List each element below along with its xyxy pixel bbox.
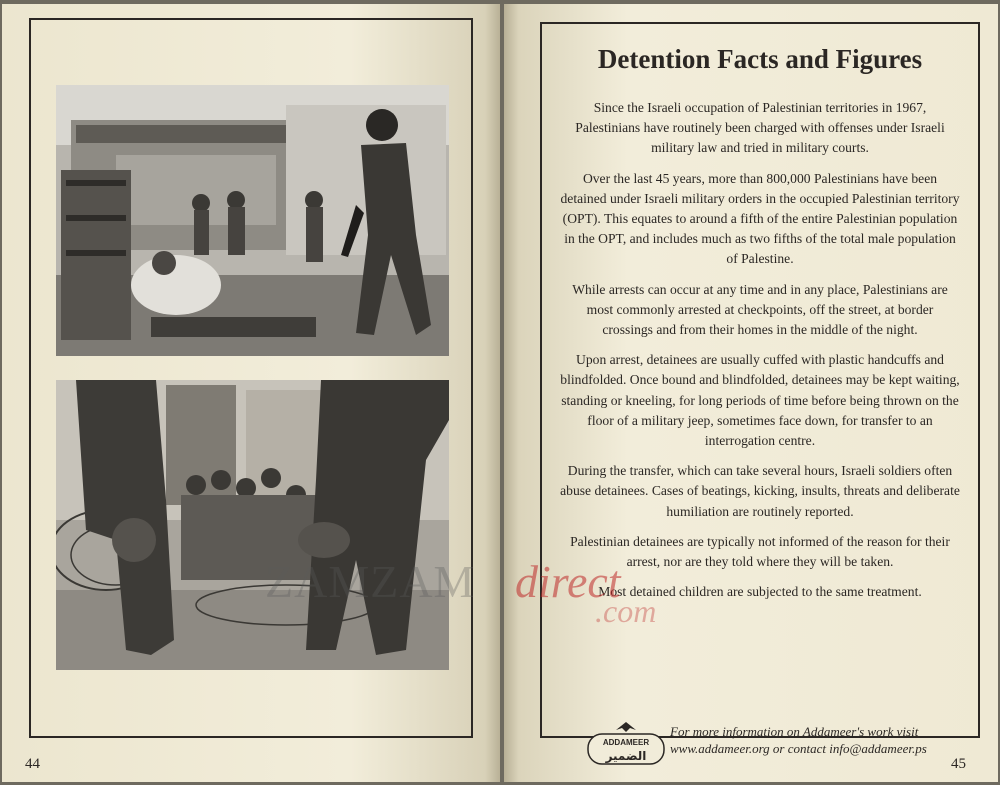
soldiers-street-photo	[56, 85, 449, 356]
paragraph: While arrests can occur at any time and in any place, Palestinians are most commonly arrested at checkpoints, off the street, at border crossings and from their homes in the middle of the night.	[572, 281, 948, 338]
logo-name: ADDAMEER	[602, 738, 650, 747]
logo-arabic: الضمير	[605, 749, 647, 763]
paragraph: Since the Israeli occupation of Palestinian territories in 1967, Palestinians have routinely been charged with offenses under Israeli military law and tried in military courts.	[575, 100, 945, 156]
footer-line-2: www.addameer.org or contact info@addameer.ps	[670, 741, 927, 756]
page-number-right: 45	[951, 756, 966, 772]
watermark-part-3: .com	[595, 593, 657, 629]
addameer-bird-logo	[586, 718, 666, 768]
paragraph: Most detained children are subjected to the same treatment.	[598, 584, 922, 600]
watermark-part-1: ZAMZAM	[265, 556, 476, 607]
detainees-barbed-wire-photo	[56, 380, 449, 670]
page-number-left: 44	[25, 756, 40, 772]
right-page	[504, 4, 998, 782]
footer-line-1: For more information on Addameer's work visit	[670, 724, 919, 739]
left-page	[2, 4, 500, 782]
page-title: Detention Facts and Figures	[597, 44, 923, 74]
paragraph: Upon arrest, detainees are usually cuffed with plastic handcuffs and blindfolded. Once bound and blindfolded, detainees may be kept waiting, standing or kneeling, for long periods of time before being thrown on the floor of a military jeep, sometimes face down, for transfer to an interrogation centre.	[560, 352, 960, 449]
paragraph: Palestinian detainees are typically not informed of the reason for their arrest, nor are they told where they will be taken.	[570, 533, 950, 570]
body-text	[560, 98, 960, 612]
footer-text	[670, 723, 1000, 757]
paragraph: Over the last 45 years, more than 800,000 Palestinians have been detained under Israeli military orders in the occupied Palestinian territory (OPT). This equates to around a fifth of the entire Palestinian population in the OPT, and includes much as two fifths of the total male population of Palestine.	[560, 170, 960, 267]
watermark-part-2: direct	[515, 556, 621, 607]
paragraph: During the transfer, which can take several hours, Israeli soldiers often abuse detainees. Cases of beatings, kicking, insults, threats and deliberate humiliation are routinely reported.	[560, 463, 960, 519]
left-page-frame	[29, 18, 476, 738]
footer	[586, 718, 986, 770]
